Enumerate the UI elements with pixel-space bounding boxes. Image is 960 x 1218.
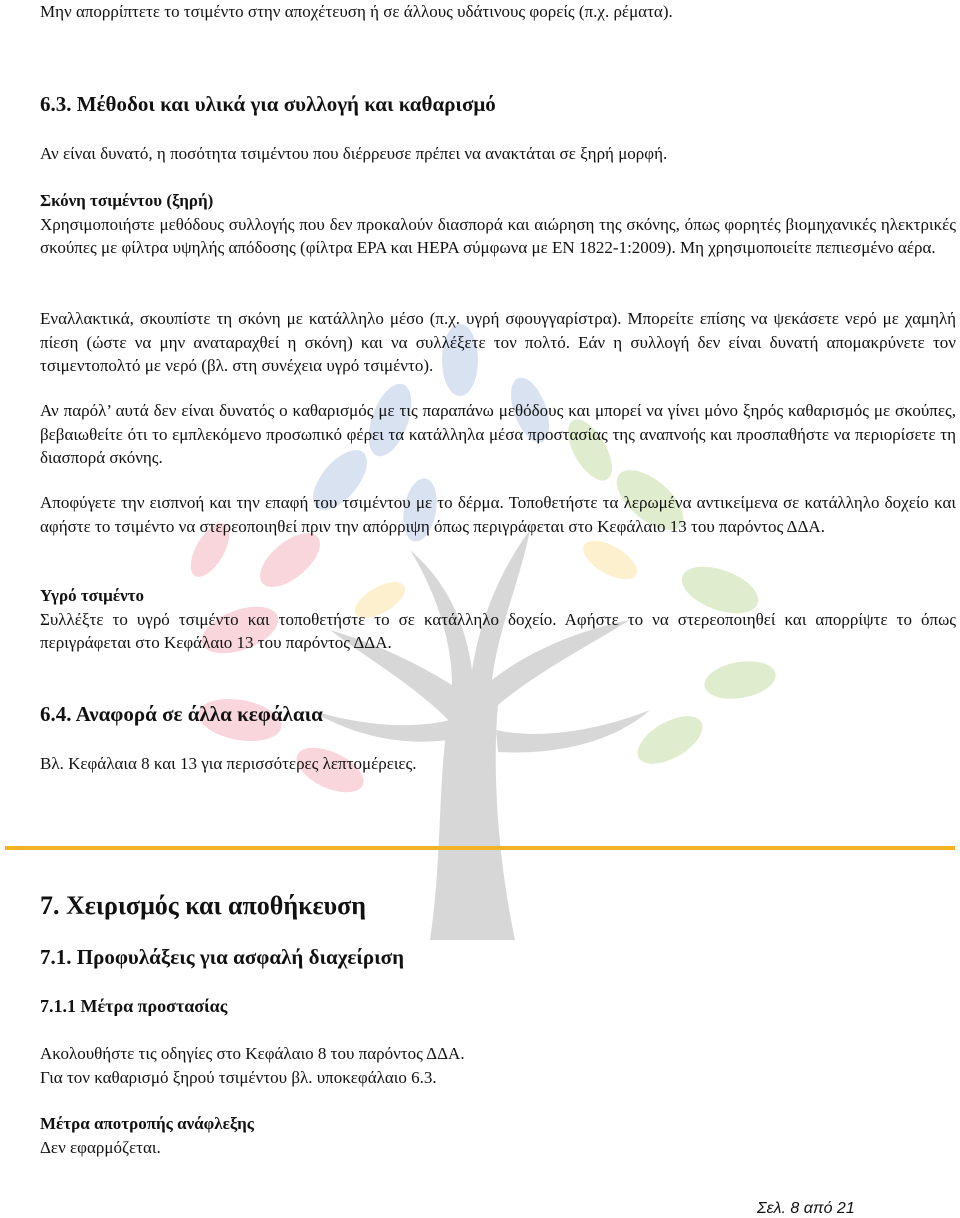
section-divider — [5, 846, 955, 850]
fire-prevention-text: Δεν εφαρμόζεται. — [40, 1137, 161, 1157]
alternative-paragraph: Εναλλακτικά, σκουπίστε τη σκόνη με κατάλληλο μέσο (π.χ. υγρή σφουγγαρίστρα). Μπορείτε επίσης να ψεκάσετε νερό με χαμηλή πίεση (ώστε να μην αναταραχθεί η σκόνη) και να συλλέξετε τον πολτό. Εάν η συλλογή δεν είναι δυνατή απομακρύνετε τον τσιμεντοπολτό με νερό (βλ. στη συνέχεια υγρό τσιμέντο). — [40, 309, 956, 375]
wet-cement-block — [40, 584, 956, 655]
wet-cement-title: Υγρό τσιμέντο — [40, 586, 145, 605]
section-6-3-intro: Αν είναι δυνατό, η ποσότητα τσιμέντου που διέρρευσε πρέπει να ανακτάται σε ξηρή μορφή. — [40, 144, 668, 163]
section-7-1-heading: 7.1. Προφυλάξεις για ασφαλή διαχείριση — [40, 945, 404, 969]
wet-cement-text: Συλλέξτε το υγρό τσιμέντο και τοποθετήστε το σε κατάλληλο δοχείο. Αφήστε το να στερεοποιηθεί και απορρίψτε το όπως περιγράφεται στο Κεφάλαιο 13 του παρόντος ΔΔΑ. — [40, 609, 956, 652]
fire-prevention-block — [40, 1112, 956, 1159]
dry-cleaning-paragraph: Αν παρόλ’ αυτά δεν είναι δυνατός ο καθαρισμός με τις παραπάνω μεθόδους και μπορεί να γίνει μόνο ξηρός καθαρισμός με σκούπες, βεβαιωθείτε ότι το εμπλεκόμενο προσωπικό φέρει τα κατάλληλα μέσα προστασίας της αναπνοής και προσπαθήστε να περιορίσετε τη διασπορά σκόνης. — [40, 401, 956, 467]
fire-prevention-title: Μέτρα αποτροπής ανάφλεξης — [40, 1114, 254, 1133]
protection-line-2: Για τον καθαρισμό ξηρού τσιμέντου βλ. υποκεφάλαιο 6.3. — [40, 1067, 437, 1087]
dry-cement-block — [40, 189, 956, 260]
top-paragraph: Μην απορρίπτετε το τσιμέντο στην αποχέτευση ή σε άλλους υδάτινους φορείς (π.χ. ρέματα). — [40, 2, 673, 21]
section-6-4-text: Βλ. Κεφάλαια 8 και 13 για περισσότερες λεπτομέρειες. — [40, 754, 417, 773]
protection-line-1: Ακολουθήστε τις οδηγίες στο Κεφάλαιο 8 του παρόντος ΔΔΑ. — [40, 1044, 465, 1063]
section-7-heading: 7. Χειρισμός και αποθήκευση — [40, 891, 367, 920]
avoid-contact-paragraph: Αποφύγετε την εισπνοή και την επαφή του τσιμέντου με το δέρμα. Τοποθετήστε τα λερωμένα αντικείμενα σε κατάλληλο δοχείο και αφήστε το τσιμέντο να στερεοποιηθεί πριν την απόρριψη όπως περιγράφεται στο Κεφάλαιο 13 του παρόντος ΔΔΑ. — [40, 493, 956, 536]
page-number: Σελ. 8 από 21 — [757, 1200, 855, 1217]
section-7-1-1-heading: 7.1.1 Μέτρα προστασίας — [40, 996, 228, 1016]
section-6-4-heading: 6.4. Αναφορά σε άλλα κεφάλαια — [40, 702, 323, 726]
dry-cement-title: Σκόνη τσιμέντου (ξηρή) — [40, 191, 214, 210]
protection-measures-text — [40, 1042, 956, 1089]
section-6-3-heading: 6.3. Μέθοδοι και υλικά για συλλογή και καθαρισμό — [40, 92, 496, 116]
dry-cement-text: Χρησιμοποιήστε μεθόδους συλλογής που δεν προκαλούν διασπορά και αιώρηση της σκόνης, όπως φορητές βιομηχανικές ηλεκτρικές σκούπες με φίλτρα υψηλής απόδοσης (φίλτρα EPA και HEPA σύμφωνα με EN 1822-1:2009). Μη χρησιμοποιείτε πεπιεσμένο αέρα. — [40, 214, 956, 257]
